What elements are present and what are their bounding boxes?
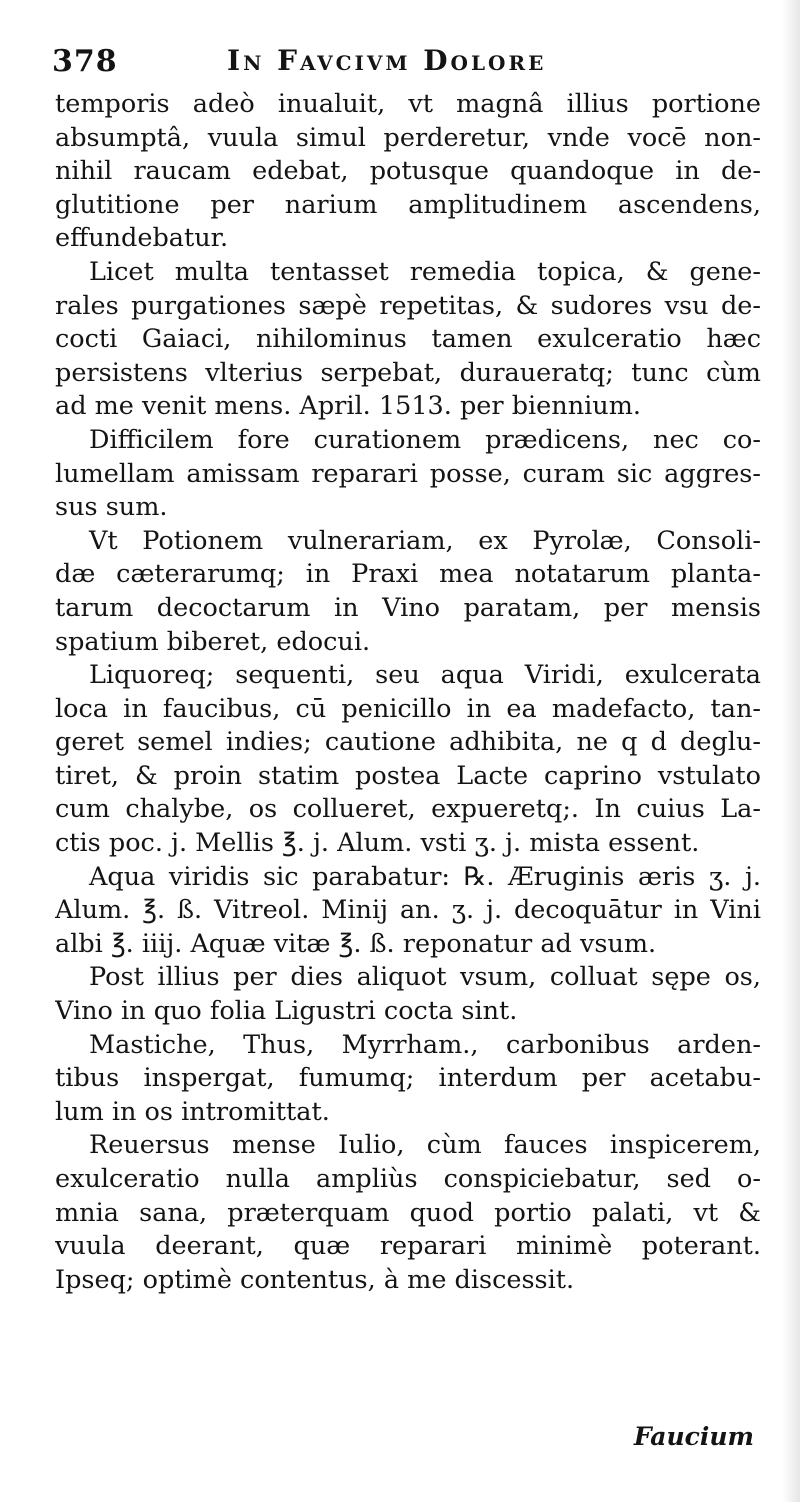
text-line: albi ℥. iiij. Aquæ vitæ ℥. ß. reponatur ad vsum. xyxy=(55,928,657,959)
page-number: 378 xyxy=(52,44,118,79)
text-line: persistens vlterius serpebat, duraueratq; tunc cùm xyxy=(55,357,761,388)
paragraph-first-line: Difficilem fore curationem prædicens, nec co- xyxy=(89,424,761,455)
text-line: rales purgationes sæpè repetitas, & sudores vsu de- xyxy=(55,290,761,321)
text-line: glutitione per narium amplitudinem ascendens, xyxy=(55,189,761,220)
text-line: temporis adeò inualuit, vt magnâ illius portione xyxy=(55,89,761,119)
text-line: Alum. ℥. ß. Vitreol. Minij an. ʒ. j. decoquātur in Vini xyxy=(55,895,761,926)
page-edge-shadow xyxy=(782,0,800,1502)
body-text xyxy=(55,88,761,1297)
page-header xyxy=(52,44,752,88)
text-line: exulceratio nulla ampliùs conspiciebatur, sed o- xyxy=(55,1164,761,1194)
paragraph-first-line: Licet multa tentasset remedia topica, & gene- xyxy=(89,256,761,287)
text-line: cocti Gaiaci, nihilominus tamen exulceratio hæc xyxy=(55,324,761,355)
paragraph-first-line: Aqua viridis sic parabatur: ℞. Æruginis æris ʒ. j. xyxy=(89,861,761,892)
text-line: tiret, & proin statim postea Lacte caprino vstulato xyxy=(55,760,761,791)
text-line: tarum decoctarum in Vino paratam, per mensis xyxy=(55,592,761,623)
text-line: lumellam amissam reparari posse, curam sic aggres- xyxy=(55,458,761,489)
paragraph-first-line: Liquoreq; sequenti, seu aqua Viridi, exulcerata xyxy=(89,660,761,691)
text-line: ctis poc. j. Mellis ℥. j. Alum. vsti ʒ. j. mista essent. xyxy=(55,828,700,859)
paragraph-first-line: Post illius per dies aliquot vsum, colluat sępe os, xyxy=(89,962,761,993)
text-line: geret semel indies; cautione adhibita, ne q d deglu- xyxy=(55,727,761,758)
text-line: Vino in quo folia Ligustri cocta sint. xyxy=(55,996,518,1027)
text-line: Ipseq; optimè contentus, à me discessit. xyxy=(55,1264,575,1295)
text-line: ad me venit mens. April. 1513. per biennium. xyxy=(55,391,641,422)
catchword: Faucium xyxy=(633,1422,754,1451)
paragraph-first-line: Mastiche, Thus, Myrrham., carbonibus arden- xyxy=(89,1029,761,1060)
text-line: effundebatur. xyxy=(55,223,229,254)
text-line: absumptâ, vuula simul perderetur, vnde vocē non- xyxy=(55,122,761,153)
text-line: spatium biberet, edocui. xyxy=(55,626,371,657)
paragraph-first-line: Vt Potionem vulnerariam, ex Pyrolæ, Consoli- xyxy=(89,525,761,556)
text-line: sus sum. xyxy=(55,492,168,523)
paragraph-first-line: Reuersus mense Iulio, cùm fauces inspicerem, xyxy=(89,1130,761,1161)
text-line: tibus inspergat, fumumq; interdum per acetabu- xyxy=(55,1063,761,1094)
text-line: mnia sana, præterquam quod portio palati, vt & xyxy=(55,1197,761,1228)
text-line: loca in faucibus, cū penicillo in ea madefacto, tan- xyxy=(55,693,761,724)
text-line: vuula deerant, quæ reparari minimè poterant. xyxy=(55,1231,761,1262)
running-head: In Favcivm Dolore xyxy=(227,44,547,77)
text-line: nihil raucam edebat, potusque quandoque in de- xyxy=(55,156,761,187)
text-line: cum chalybe, os collueret, expueretq;. In cuius La- xyxy=(55,794,761,825)
text-line: dæ cæterarumq; in Praxi mea notatarum planta- xyxy=(55,559,761,590)
text-line: lum in os intromittat. xyxy=(55,1096,330,1127)
